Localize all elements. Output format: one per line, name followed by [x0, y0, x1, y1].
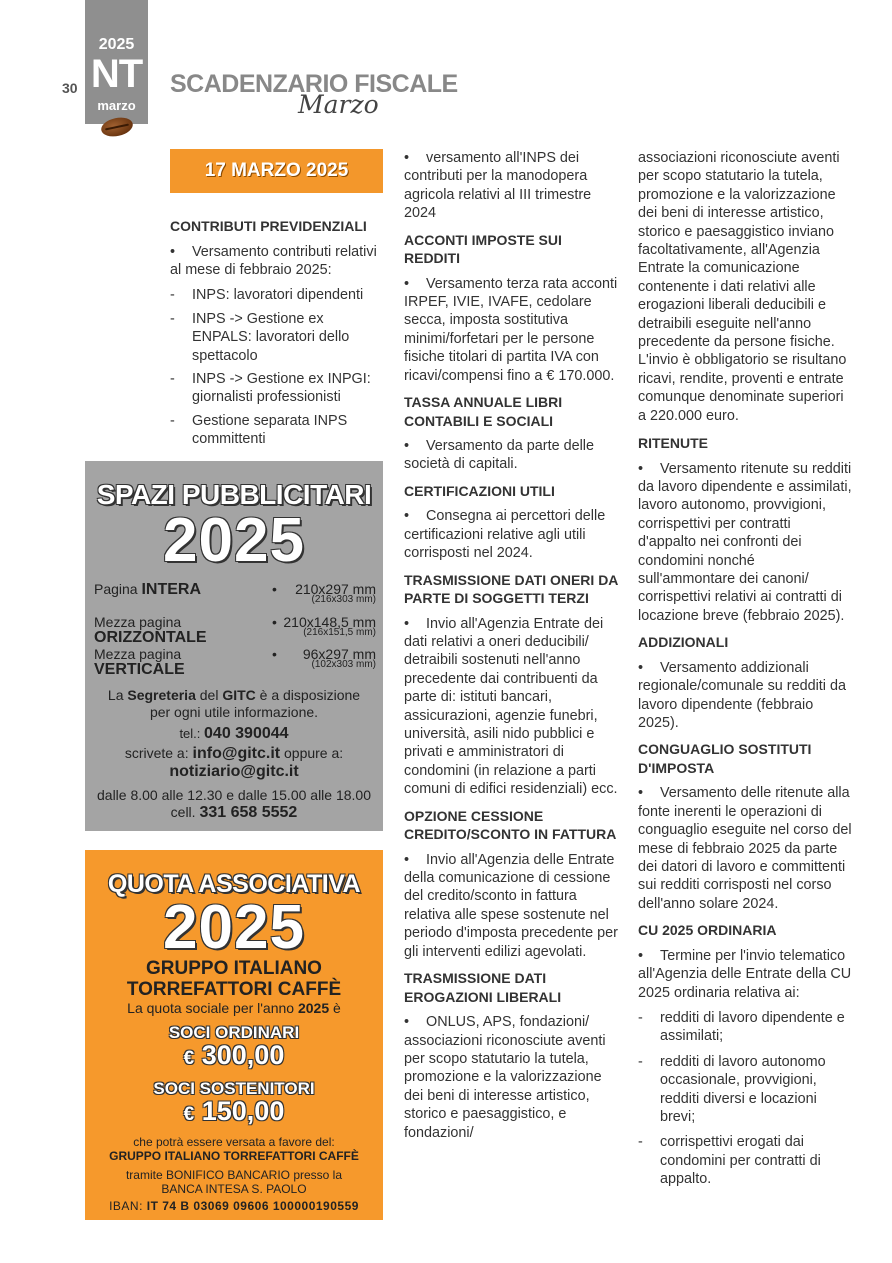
bullet-text: • Invio all'Agenzia delle Entrate della comunicazione di cessione del credito/sconto in fattura relativa alle spese sostenute nel periodo d'imposta precedente per gli interventi edilizi agevolati. — [404, 851, 618, 960]
section-heading: TASSA ANNUALE LIBRI CONTABILI E SOCIALI — [404, 394, 563, 429]
bullet-text: • Versamento contributi relativi al mese di febbraio 2025: — [170, 243, 377, 278]
column-1 — [170, 217, 384, 449]
list-item: - INPS -> Gestione ex ENPALS: lavoratori dello spettacolo — [170, 310, 350, 364]
org-line1: GRUPPO ITALIANO — [146, 958, 322, 979]
bullet-text: • Versamento ritenute su redditi da lavoro dipendente e assimilati, lavoro autonomo, provvigioni, corrispettivi per contratti d'appalto nei confronti dei condomini nonché sull'ammontare dei canoni/ corrispettivi relativi ai contratti di locazione breve (febbraio 2025). — [638, 460, 852, 624]
advertising-box: SPAZI PUBBLICITARI 2025 Pagina INTERA • 210x297 mm (216x303 mm) Mezza pagina ORIZZONTALE • 210x148,5 mm (216x151,5 mm) Mezza pagina VERTICALE • 96x297 mm (102x303 mm) La Segreteria del GITC è a disposizione per ogni utile informazione. tel.: 040 390044 scrivete a: info@gitc.it oppure a: notiziario@gitc.it dalle 8.00 alle 12.30 e dalle 15.00 alle 18.00 cell. 331 658 5552 — [85, 461, 383, 831]
soci-sostenitori-amount: € 150,00 — [183, 1096, 285, 1126]
iban-line: IBAN: IT 74 B 03069 09606 100000190559 — [109, 1199, 359, 1213]
quota-line: La quota sociale per l'anno 2025 è — [127, 1000, 341, 1016]
iban-value: IT 74 B 03069 09606 100000190559 — [146, 1199, 359, 1213]
soci-ordinari-amount: € 300,00 — [183, 1040, 285, 1070]
continued-text: associazioni riconosciute aventi per scopo statutario la tutela, promozione e la valorizzazione dei beni di interesse artistico, storico e paesaggistico inviano facoltativamente, all'Agenzia Entrate la comunicazione contenente i dati relativi alle erogazioni liberali deducibili e detraibili eseguite nell'anno precedente da persone fisiche. L'invio è obbligatorio se risultano ricavi, rendite, proventi e entrate comunque denominate superiori a 220.000 euro. — [638, 150, 847, 424]
payment-bank: BANCA INTESA S. PAOLO — [161, 1182, 307, 1196]
soci-ordinari-label: SOCI ORDINARI — [168, 1023, 300, 1042]
section-heading: TRASMISSIONE DATI ONERI DA PARTE DI SOGGETTI TERZI — [404, 571, 618, 607]
section-heading: OPZIONE CESSIONE CREDITO/SCONTO IN FATTURA — [404, 807, 617, 843]
soci-sostenitori-label: SOCI SOSTENITORI — [153, 1079, 315, 1098]
ad-info-line1: La Segreteria del GITC è a disposizione — [107, 687, 361, 703]
org-line2: TORREFATTORI CAFFÈ — [126, 979, 342, 1000]
bullet-text: • Versamento da parte delle società di capitali. — [404, 438, 595, 473]
page-title: SCADENZARIO FISCALE — [170, 70, 458, 98]
ad-phone: tel.: 040 390044 — [179, 725, 289, 742]
bullet-text: • Consegna ai percettori delle certificazioni relative agli utili corrisposti nel 2024. — [404, 508, 606, 562]
column-3 — [638, 149, 852, 1189]
ad-title: SPAZI PUBBLICITARI — [96, 479, 372, 510]
section-heading: TRASMISSIONE DATI EROGAZIONI LIBERALI — [404, 970, 562, 1005]
header-year: 2025 — [98, 36, 135, 53]
section-heading: CU 2025 ORDINARIA — [638, 922, 777, 939]
bullet-text: • Versamento addizionali regionale/comunale su redditi da lavoro dipendente (febbraio 2025). — [638, 659, 846, 731]
page-subtitle: Marzo — [298, 90, 379, 119]
bullet-text: • Invio all'Agenzia Entrate dei dati relativi a oneri deducibili/ detraibili sostenuti nell'anno precedente dai contribuenti da parte di: istituti bancari, assicurazioni, agenzie funebri, università, asili nido pubblici e privati e amministratori di condomini (in relazione a parti comuni di edifici residenziali) ecc. — [404, 615, 618, 798]
ad-year: 2025 — [163, 506, 305, 575]
fee-year: 2025 — [163, 893, 305, 962]
section-heading: CONTRIBUTI PREVIDENZIALI — [170, 218, 367, 234]
ad-info-line2: per ogni utile informazione. — [149, 704, 319, 720]
brand-logo: NT — [90, 52, 143, 96]
date-banner: 17 MARZO 2025 — [170, 149, 383, 193]
section-heading: ACCONTI IMPOSTE SUI REDDITI — [404, 231, 562, 267]
bullet-text: • versamento all'INPS dei contributi per la manodopera agricola relativi al III trimestre 2024 — [404, 150, 592, 222]
list-item: - redditi di lavoro autonomo occasionale, provvigioni, redditi diversi e locazioni brevi; — [638, 1053, 826, 1125]
column-2 — [404, 149, 618, 1142]
section-heading: CONGUAGLIO SOSTITUTI D'IMPOSTA — [638, 741, 812, 776]
bullet-text: • Versamento terza rata acconti IRPEF, IVIE, IVAFE, cedolare secca, imposta sostitutiva minimi/forfetari per le persone fisiche titolari di partita IVA con ricavi/compensi fino a € 170.000. — [404, 275, 618, 384]
section-heading: RITENUTE — [638, 435, 708, 452]
list-item: - INPS -> Gestione ex INPGI: giornalisti professionisti — [170, 370, 371, 406]
section-heading: ADDIZIONALI — [638, 634, 729, 651]
list-item: - redditi di lavoro dipendente e assimilati; — [638, 1009, 845, 1045]
email-link[interactable]: notiziario@gitc.it — [169, 763, 299, 780]
ad-email-line: scrivete a: info@gitc.it oppure a: — [124, 745, 344, 762]
membership-fee-box — [85, 850, 383, 1220]
bullet-text: • Versamento delle ritenute alla fonte inerenti le operazioni di conguaglio eseguite nel corso del mese di febbraio 2025 da parte dei datori di lavoro e committenti sui redditi corrisposti nel corso dell'anno solare 2024. — [638, 785, 852, 912]
section-heading: CERTIFICAZIONI UTILI — [404, 482, 555, 499]
email-link[interactable]: info@gitc.it — [192, 745, 281, 762]
page-number: 30 — [62, 80, 78, 96]
payment-method: tramite BONIFICO BANCARIO presso la — [125, 1168, 343, 1182]
ad-email2 — [85, 763, 383, 781]
list-item: - Gestione separata INPS committenti — [170, 412, 348, 448]
bullet-text: • Termine per l'invio telematico all'Agenzia delle Entrate della CU 2025 ordinaria relativa ai: — [638, 947, 852, 1001]
list-item: - INPS: lavoratori dipendenti — [170, 287, 364, 304]
bullet-text: • ONLUS, APS, fondazioni/ associazioni riconosciute aventi per scopo statutario la tutela, promozione e la valorizzazione dei beni di interesse artistico, storico e paesaggistico, e fondazioni/ — [404, 1014, 606, 1141]
ad-cell: cell. 331 658 5552 — [170, 804, 298, 821]
ad-hours: dalle 8.00 alle 12.30 e dalle 15.00 alle 18.00 — [97, 787, 371, 803]
list-item: - corrispettivi erogati dai condomini per contratti di appalto. — [638, 1134, 821, 1188]
payment-org: GRUPPO ITALIANO TORREFATTORI CAFFÈ — [109, 1149, 359, 1163]
payment-note: che potrà essere versata a favore del: — [133, 1135, 335, 1149]
header-month: marzo — [97, 98, 136, 113]
fee-title: QUOTA ASSOCIATIVA — [107, 870, 361, 898]
